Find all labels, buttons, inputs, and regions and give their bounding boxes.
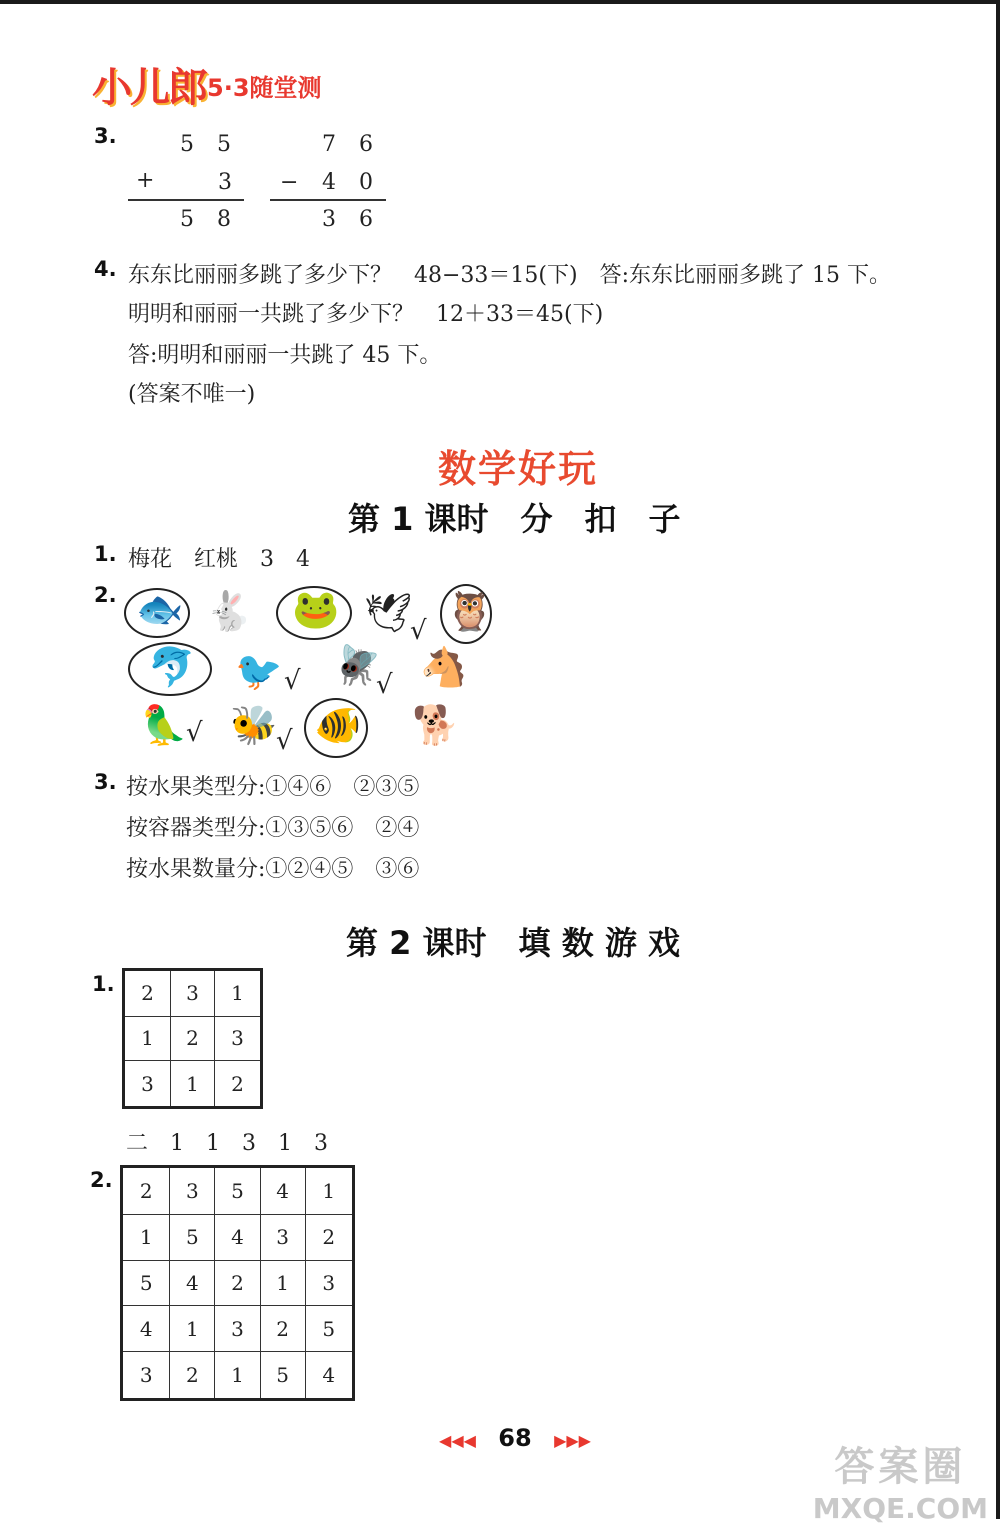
logo-subtitle: 5·3随堂测 [207,74,322,102]
fish-icon: 🐟 [136,587,184,631]
answer-note: (答案不唯一) [128,382,256,407]
number-grid-5x5 [120,1165,355,1401]
sum-result: 5 8 [180,207,239,232]
check-mark: √ [186,718,203,748]
grid-cell: 2 [122,1167,170,1215]
question-number: 3. [94,124,117,148]
grid-cell: 5 [122,1260,170,1306]
answer-line: 明明和丽丽一共跳了多少下？ 12＋33＝45(下) [128,302,604,327]
check-mark: √ [376,670,393,700]
grid-cell: 3 [122,1352,170,1400]
grid-cell: 2 [171,1016,215,1061]
grid-cell: 4 [305,1352,353,1400]
right-arrows-icon: ▶▶▶ [554,1431,591,1450]
bird-icon: 🐦 [235,649,283,693]
difference-result: 3 6 [322,207,381,232]
grid-cell: 2 [260,1306,305,1352]
grid-cell: 1 [215,1352,260,1400]
frog-icon: 🐸 [292,587,340,631]
pony-icon: 🐴 [420,645,468,689]
number-grid-3x3 [122,968,263,1109]
grid-cell: 2 [124,970,171,1017]
right-border [996,0,1000,1519]
fish-icon: 🐠 [314,703,362,747]
grid-cell: 1 [260,1260,305,1306]
page-number: 68 [498,1424,532,1452]
grid-cell: 3 [215,1306,260,1352]
logo-text: 小儿郎 [92,65,206,111]
section-title: 数学好玩 [437,447,598,491]
difference-line [270,199,386,201]
minuend: 7 6 [322,132,381,157]
grid-cell: 4 [122,1306,170,1352]
grid-cell: 1 [305,1167,353,1215]
grid-cell: 3 [260,1214,305,1260]
grid-cell: 5 [305,1306,353,1352]
addend-bottom: 3 [218,170,232,195]
left-arrows-icon: ◀◀◀ [439,1431,476,1450]
watermark-text: 答案圈 [834,1444,967,1490]
addend-top: 5 5 [180,132,239,157]
grid-cell: 3 [124,1061,171,1108]
question-number: 2. [94,583,117,607]
answer-line: 答:明明和丽丽一共跳了 45 下。 [128,343,442,368]
grid-cell: 3 [170,1167,215,1215]
grid-cell: 4 [215,1214,260,1260]
answer-line: 按容器类型分:①③⑤⑥ ②④ [126,816,420,841]
grid-cell: 4 [260,1167,305,1215]
grid-cell: 2 [215,1260,260,1306]
question-number: 2. [90,1168,113,1192]
top-border [0,0,1000,4]
grid-cell: 4 [170,1260,215,1306]
parrot-icon: 🦜 [140,703,188,747]
watermark [813,1435,988,1525]
dog-icon: 🐕 [412,703,460,747]
grid-cell: 5 [260,1352,305,1400]
question-number: 1. [92,972,115,996]
watermark-url: MXQE.COM [812,1492,988,1525]
grid-cell: 5 [215,1167,260,1215]
lesson-title: 第 1 课时 分 扣 子 [348,500,681,538]
dragonfly-icon: 🪰 [334,643,382,687]
answer-line: 按水果数量分:①②④⑤ ③⑥ [126,857,420,882]
bird-icon: 🕊 [364,591,413,635]
check-mark: √ [276,726,293,756]
grid-cell: 3 [214,1016,261,1061]
question-number: 4. [94,257,117,281]
minus-sign: − [280,170,299,195]
subtrahend: 4 0 [322,170,381,195]
grid-cell: 1 [171,1061,215,1108]
grid-cell: 5 [170,1214,215,1260]
check-mark: √ [410,616,427,646]
grid-cell: 3 [171,970,215,1017]
grid-cell: 1 [170,1306,215,1352]
grid-cell: 3 [305,1260,353,1306]
grid-cell: 2 [214,1061,261,1108]
dolphin-icon: 🐬 [148,645,196,689]
grid-cell: 1 [122,1214,170,1260]
lesson-title: 第 2 课时 填 数 游 戏 [346,924,680,962]
answer-line: 二 1 1 3 1 3 [126,1131,328,1156]
question-number: 3. [94,770,117,794]
answer-line: 东东比丽丽多跳了多少下？ 48−33＝15(下) 答:东东比丽丽多跳了 15 下。 [128,263,891,288]
answer-line: 梅花 红桃 3 4 [128,547,310,572]
check-mark: √ [284,666,301,696]
answer-line: 按水果类型分:①④⑥ ②③⑤ [126,775,420,800]
rabbit-icon: 🐇 [205,589,253,633]
grid-cell: 1 [214,970,261,1017]
grid-cell: 1 [124,1016,171,1061]
question-number: 1. [94,542,117,566]
plus-sign: + [136,168,155,193]
owl-icon: 🦉 [446,589,494,633]
bee-icon: 🐝 [230,703,278,747]
grid-cell: 2 [170,1352,215,1400]
grid-cell: 2 [305,1214,353,1260]
sum-line [128,199,244,201]
